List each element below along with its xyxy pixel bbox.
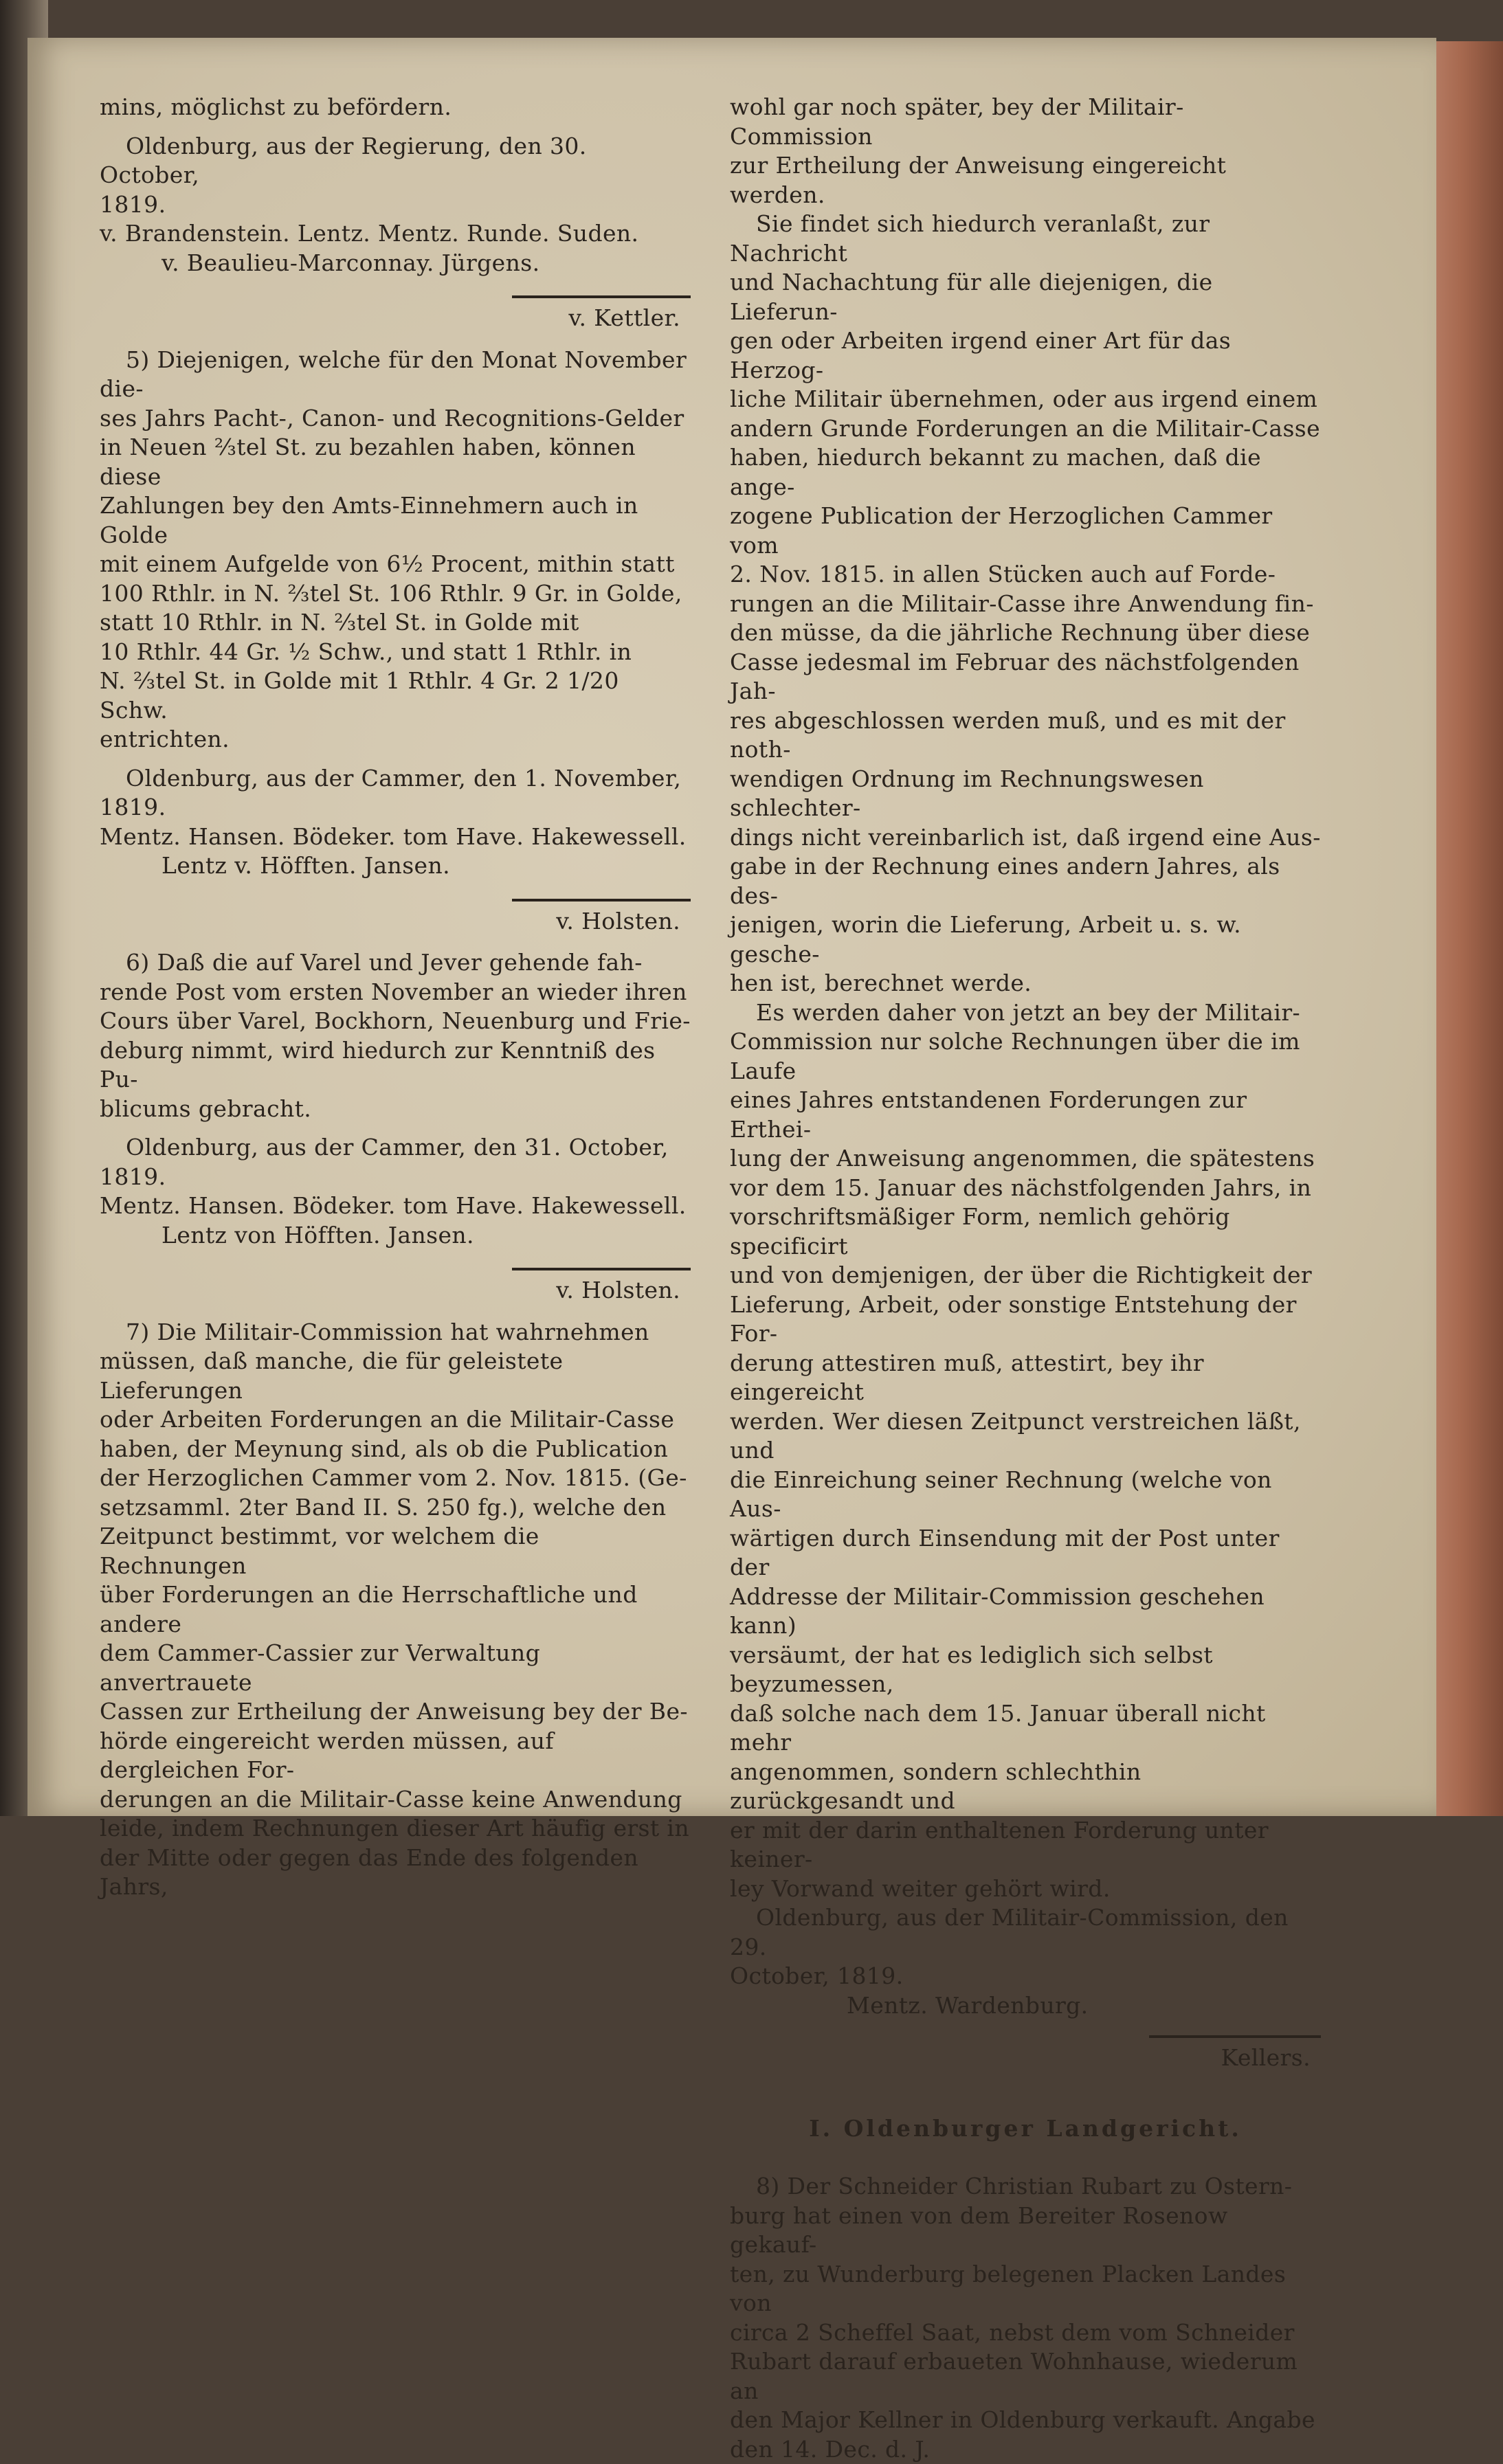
signatures-line: v. Brandenstein. Lentz. Mentz. Runde. Suden. <box>100 219 691 249</box>
notice-line: Zeitpunct bestimmt, vor welchem die Rechnungen <box>100 1522 691 1580</box>
paragraph-line: jenigen, worin die Lieferung, Arbeit u. s. w. gesche- <box>730 910 1321 969</box>
right-column <box>730 93 1321 2464</box>
notice-line: den 14. Dec. d. J. <box>730 2435 1321 2464</box>
paragraph-a <box>730 210 1321 998</box>
notice-line: Cours über Varel, Bockhorn, Neuenburg und Frie- <box>100 1007 691 1036</box>
paragraph-line: derung attestiren muß, attestirt, bey ihr eingereicht <box>730 1349 1321 1407</box>
notice-line: mit einem Aufgelde von 6½ Procent, mithin statt <box>100 550 691 579</box>
paragraph-line: wendigen Ordnung im Rechnungswesen schlechter- <box>730 765 1321 823</box>
divider-rule <box>1149 2035 1321 2038</box>
paragraph-line: den müsse, da die jährliche Rechnung über diese <box>730 618 1321 648</box>
paragraph-line: 2. Nov. 1815. in allen Stücken auch auf Forde- <box>730 560 1321 590</box>
signature-right: v. Holsten. <box>100 907 691 937</box>
notice-line: den Major Kellner in Oldenburg verkauft. Angabe <box>730 2406 1321 2435</box>
signature-right: Kellers. <box>730 2043 1321 2073</box>
notice-line: ses Jahrs Pacht-, Canon- und Recognitions-Gelder <box>100 404 691 434</box>
notice-line: Cassen zur Ertheilung der Anweisung bey der Be- <box>100 1697 691 1727</box>
place-date: Oldenburg, aus der Cammer, den 31. October, <box>100 1133 691 1163</box>
signature-right: v. Holsten. <box>100 1276 691 1306</box>
paragraph-line: die Einreichung seiner Rechnung (welche von Aus- <box>730 1466 1321 1524</box>
notice-line: in Neuen ⅔tel St. zu bezahlen haben, können diese <box>100 433 691 491</box>
notice-line: Zahlungen bey den Amts-Einnehmern auch in Golde <box>100 491 691 550</box>
notice-line: N. ⅔tel St. in Golde mit 1 Rthlr. 4 Gr. 2 1/20 Schw. <box>100 667 691 725</box>
signatures-line: Mentz. Hansen. Bödeker. tom Have. Hakewessell. <box>100 822 691 852</box>
paragraph-line: hen ist, berechnet werde. <box>730 969 1321 998</box>
paragraph-line: Addresse der Militair-Commission geschehen kann) <box>730 1582 1321 1641</box>
notice-line: 5) Diejenigen, welche für den Monat November die- <box>100 346 691 404</box>
paragraph-line: vor dem 15. Januar des nächstfolgenden Jahrs, in <box>730 1174 1321 1203</box>
signatures-line: Mentz. Hansen. Bödeker. tom Have. Hakewessell. <box>100 1191 691 1221</box>
signatures-line: Lentz von Höfften. Jansen. <box>100 1221 691 1251</box>
paragraph-line: gabe in der Rechnung eines andern Jahres, als des- <box>730 852 1321 910</box>
notice-line: rende Post vom ersten November an wieder ihren <box>100 978 691 1007</box>
paragraph-line: angenommen, sondern schlechthin zurückgesandt und <box>730 1758 1321 1816</box>
paragraph-line: eines Jahres entstandenen Forderungen zur Erthei- <box>730 1086 1321 1144</box>
notice-line: Rubart darauf erbaueten Wohnhause, wiederum an <box>730 2347 1321 2406</box>
notice-line: deburg nimmt, wird hiedurch zur Kenntniß des Pu- <box>100 1036 691 1095</box>
notice-line: ten, zu Wunderburg belegenen Placken Landes von <box>730 2260 1321 2318</box>
year: 1819. <box>100 793 691 822</box>
notice-7 <box>100 1318 691 1902</box>
continuation-line: mins, möglichst zu befördern. <box>100 93 691 122</box>
notice-line: blicums gebracht. <box>100 1095 691 1124</box>
place-date: Oldenburg, aus der Militair-Commission, den 29. <box>730 1903 1321 1962</box>
continuation-line: wohl gar noch später, bey der Militair-Commission <box>730 93 1321 151</box>
paper-page <box>27 38 1436 1816</box>
paragraph-line: er mit der darin enthaltenen Forderung unter keiner- <box>730 1816 1321 1874</box>
notice-line: oder Arbeiten Forderungen an die Militair-Casse <box>100 1405 691 1435</box>
continuation-line: zur Ertheilung der Anweisung eingereicht werden. <box>730 151 1321 210</box>
year: 1819. <box>100 1163 691 1192</box>
signatures-line: Lentz v. Höfften. Jansen. <box>100 851 691 881</box>
divider-rule <box>512 899 691 901</box>
paragraph-line: daß solche nach dem 15. Januar überall nicht mehr <box>730 1699 1321 1758</box>
paragraph-line: andern Grunde Forderungen an die Militair-Casse <box>730 414 1321 444</box>
notice-5 <box>100 346 691 754</box>
paragraph-line: zogene Publication der Herzoglichen Cammer vom <box>730 502 1321 560</box>
paragraph-line: dings nicht vereinbarlich ist, daß irgend eine Aus- <box>730 823 1321 853</box>
notice-line: setzsamml. 2ter Band II. S. 250 fg.), welche den <box>100 1493 691 1523</box>
notice-line: 6) Daß die auf Varel und Jever gehende fah- <box>100 948 691 978</box>
paragraph-line: und von demjenigen, der über die Richtigkeit der <box>730 1261 1321 1290</box>
notice-line: 100 Rthlr. in N. ⅔tel St. 106 Rthlr. 9 Gr. in Golde, <box>100 579 691 609</box>
paragraph-line: werden. Wer diesen Zeitpunct verstreichen läßt, und <box>730 1407 1321 1466</box>
notice-line: hörde eingereicht werden müssen, auf dergleichen For- <box>100 1727 691 1785</box>
notice-line: statt 10 Rthlr. in N. ⅔tel St. in Golde mit <box>100 608 691 638</box>
paragraph-line: res abgeschlossen werden muß, und es mit der noth- <box>730 706 1321 765</box>
notice-line: derungen an die Militair-Casse keine Anwendung <box>100 1785 691 1815</box>
paragraph-line: liche Militair übernehmen, oder aus irgend einem <box>730 385 1321 414</box>
notice-line: 7) Die Militair-Commission hat wahrnehmen <box>100 1318 691 1347</box>
signature-right: v. Kettler. <box>100 304 691 333</box>
notice-line: haben, der Meynung sind, als ob die Publication <box>100 1435 691 1464</box>
paragraph-line: und Nachachtung für alle diejenigen, die Lieferun- <box>730 268 1321 326</box>
notice-line: 10 Rthlr. 44 Gr. ½ Schw., und statt 1 Rthlr. in <box>100 638 691 667</box>
notice-6 <box>100 948 691 1123</box>
notice-line: müssen, daß manche, die für geleistete Lieferungen <box>100 1347 691 1405</box>
notice-line: 8) Der Schneider Christian Rubart zu Ostern- <box>730 2172 1321 2202</box>
left-column <box>100 93 691 1902</box>
paragraph-line: Lieferung, Arbeit, oder sonstige Entstehung der For- <box>730 1290 1321 1349</box>
signatures-line: v. Beaulieu-Marconnay. Jürgens. <box>100 249 691 278</box>
paragraph-line: vorschriftsmäßiger Form, nemlich gehörig specificirt <box>730 1202 1321 1261</box>
signatures-line: Mentz. Wardenburg. <box>730 1991 1321 2021</box>
paragraph-line: Commission nur solche Rechnungen über die im Laufe <box>730 1027 1321 1086</box>
divider-rule <box>512 295 691 298</box>
paragraph-b <box>730 998 1321 1904</box>
section-heading: I. Oldenburger Landgericht. <box>730 2114 1321 2144</box>
notice-line: über Forderungen an die Herrschaftliche und andere <box>100 1580 691 1639</box>
paragraph-line: Es werden daher von jetzt an bey der Militair- <box>730 998 1321 1028</box>
notice-line: leide, indem Rechnungen dieser Art häufig erst in <box>100 1814 691 1844</box>
notice-line: der Mitte oder gegen das Ende des folgenden Jahrs, <box>100 1844 691 1902</box>
notice-line: dem Cammer-Cassier zur Verwaltung anvertrauete <box>100 1639 691 1697</box>
place-date: Oldenburg, aus der Cammer, den 1. November, <box>100 764 691 794</box>
paragraph-line: Sie findet sich hiedurch veranlaßt, zur Nachricht <box>730 210 1321 268</box>
paragraph-line: versäumt, der hat es lediglich sich selbst beyzumessen, <box>730 1641 1321 1699</box>
divider-rule <box>512 1268 691 1270</box>
notice-line: entrichten. <box>100 725 691 754</box>
paragraph-line: lung der Anweisung angenommen, die spätestens <box>730 1144 1321 1174</box>
page-edge <box>1433 41 1503 1816</box>
paragraph-line: wärtigen durch Einsendung mit der Post unter der <box>730 1524 1321 1582</box>
paragraph-line: haben, hiedurch bekannt zu machen, daß die ange- <box>730 443 1321 502</box>
notice-line: burg hat einen von dem Bereiter Rosenow gekauf- <box>730 2202 1321 2260</box>
paragraph-line: rungen an die Militair-Casse ihre Anwendung fin- <box>730 590 1321 619</box>
paragraph-line: gen oder Arbeiten irgend einer Art für das Herzog- <box>730 326 1321 385</box>
notice-line: circa 2 Scheffel Saat, nebst dem vom Schneider <box>730 2318 1321 2348</box>
year: 1819. <box>100 190 691 220</box>
paragraph-line: Casse jedesmal im Februar des nächstfolgenden Jah- <box>730 648 1321 706</box>
paragraph-line: ley Vorwand weiter gehört wird. <box>730 1874 1321 1904</box>
place-date: Oldenburg, aus der Regierung, den 30. October, <box>100 132 691 190</box>
year: October, 1819. <box>730 1962 1321 1991</box>
notice-8 <box>730 2172 1321 2464</box>
notice-line: der Herzoglichen Cammer vom 2. Nov. 1815. (Ge- <box>100 1464 691 1493</box>
